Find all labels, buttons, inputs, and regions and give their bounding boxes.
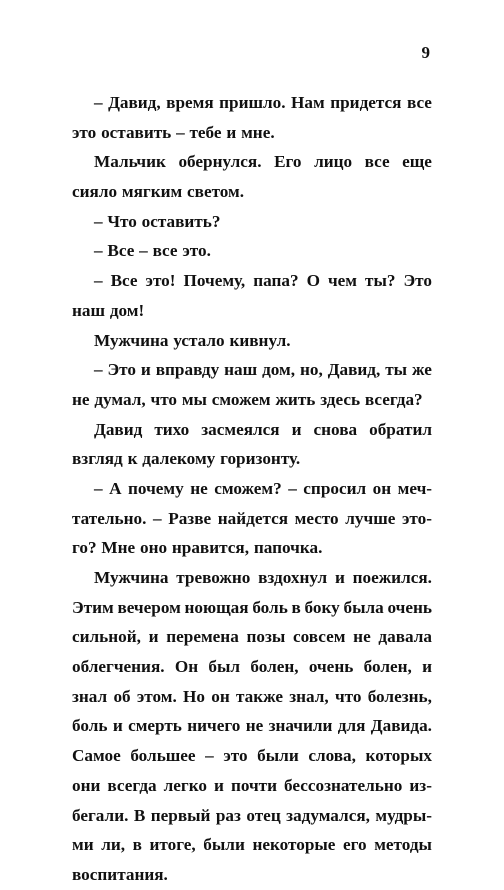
text-line: взгляд к далекому горизонту. [72, 449, 301, 469]
text-line: го? Мне оно нравится, папочка. [72, 538, 323, 558]
text-line: – А почему не сможем? – спросил он меч- [94, 478, 432, 498]
text-line: не думал, что мы сможем жить здесь всегда? [72, 389, 423, 409]
text-line: сильной, и перемена позы совсем не давала [72, 627, 432, 647]
text-line: Самое большее – это были слова, которых [72, 746, 432, 766]
text-line: воспитания. [72, 864, 168, 884]
text-line: Мужчина устало кивнул. [94, 330, 291, 350]
page-number: 9 [421, 43, 430, 62]
text-line: облегчения. Он был болен, очень болен, и [72, 657, 432, 677]
text-line: – Что оставить? [94, 211, 221, 231]
text-line: сияло мягким светом. [72, 182, 245, 202]
text-line: боль и смерть ничего не значили для Давида. [72, 716, 432, 736]
text-line: наш дом! [72, 300, 145, 320]
text-line: – Все это! Почему, папа? О чем ты? Это [94, 271, 432, 291]
text-line: тательно. – Разве найдется место лучше это- [72, 508, 432, 528]
text-line: бегали. В первый раз отец задумался, мудры- [72, 805, 432, 825]
text-line: Мужчина тревожно вздохнул и поежился. [94, 568, 432, 587]
text-line: знал об этом. Но он также знал, что болезнь, [72, 686, 432, 706]
text-line: они всегда легко и почти бессознательно из- [72, 775, 432, 795]
text-line: Этим вечером ноющая боль в боку была очень [72, 597, 432, 617]
text-line: Мальчик обернулся. Его лицо все еще [94, 152, 432, 172]
text-line: – Это и вправду наш дом, но, Давид, ты же [94, 360, 432, 380]
text-line: – Все – все это. [94, 241, 211, 261]
text-line: это оставить – тебе и мне. [72, 122, 275, 142]
body-text [72, 88, 432, 890]
text-line: Давид тихо засмеялся и снова обратил [94, 419, 432, 439]
text-line: ми ли, в итоге, были некоторые его методы [72, 835, 432, 855]
text-line: – Давид, время пришло. Нам придется все [94, 93, 432, 112]
